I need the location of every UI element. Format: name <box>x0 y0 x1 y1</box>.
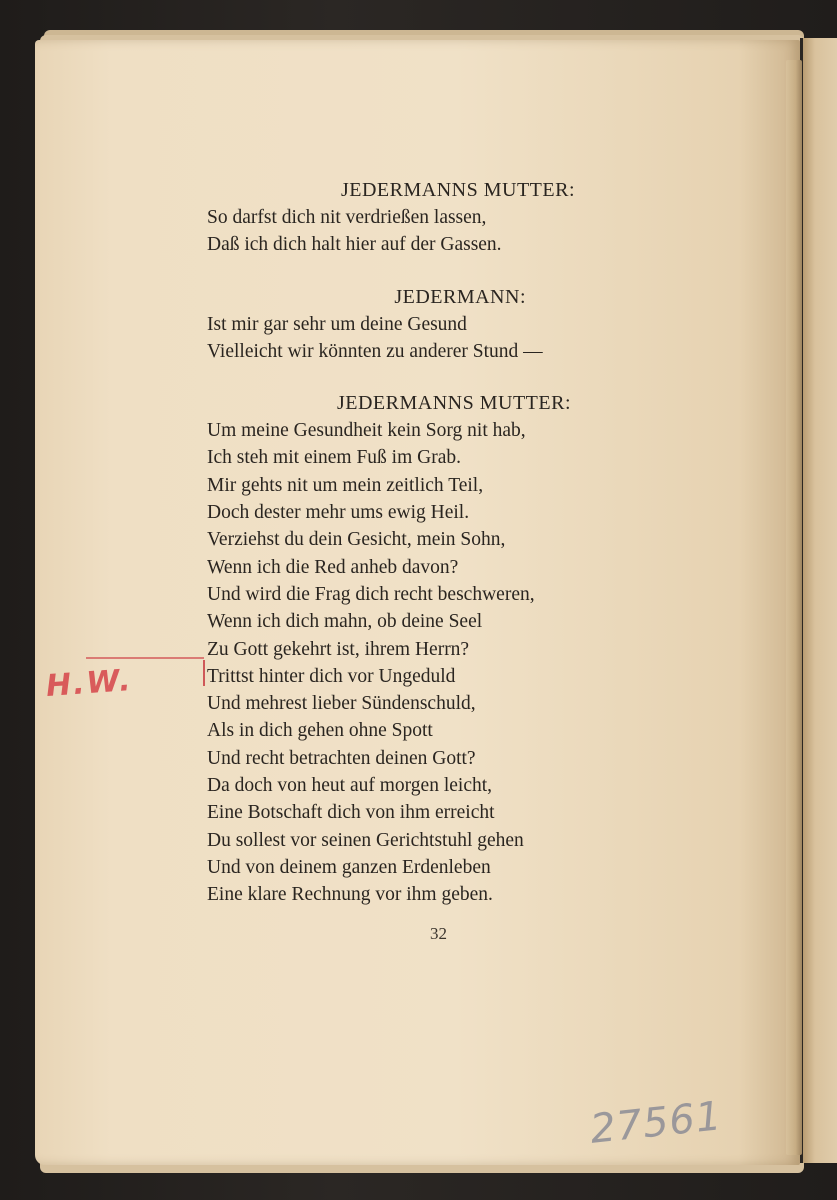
verse-line: Zu Gott gekehrt ist, ihrem Herrn? <box>207 638 470 660</box>
margin-annotation-bar <box>203 660 205 686</box>
verse-line: Und recht betrachten deinen Gott? <box>207 747 476 769</box>
verse-line: Als in dich gehen ohne Spott <box>207 720 433 742</box>
speaker-heading: JEDERMANNS MUTTER: <box>340 179 575 201</box>
verse-line: Du sollest vor seinen Gerichtstuhl gehen <box>207 829 524 851</box>
facing-page-edge <box>800 38 837 1163</box>
verse-line: Ist mir gar sehr um deine Gesund <box>207 313 467 335</box>
page-number: 32 <box>430 924 447 943</box>
verse-line: Eine Botschaft dich von ihm erreicht <box>207 802 495 824</box>
verse-line: Ich steh mit einem Fuß im Grab. <box>207 447 461 469</box>
handwritten-margin-note: H.W. <box>44 663 134 704</box>
verse-line: Eine klare Rechnung vor ihm geben. <box>207 884 493 906</box>
verse-line: Und wird die Frag dich recht beschweren, <box>207 583 535 605</box>
verse-line: Verziehst du dein Gesicht, mein Sohn, <box>207 529 506 551</box>
verse-line: Wenn ich die Red anheb davon? <box>207 556 459 578</box>
verse-line: Wenn ich dich mahn, ob deine Seel <box>207 611 483 633</box>
stanza-gap <box>207 365 637 389</box>
verse-line: Daß ich dich halt hier auf der Gassen. <box>207 234 502 256</box>
verse-line: Um meine Gesundheit kein Sorg nit hab, <box>207 420 526 442</box>
verse-line: Und von deinem ganzen Erdenleben <box>207 856 491 878</box>
verse-line: Vielleicht wir könnten zu anderer Stund — <box>207 340 543 362</box>
handwritten-catalog-number: 27561 <box>587 1093 725 1153</box>
verse-line: Doch dester mehr ums ewig Heil. <box>207 502 470 524</box>
poem-text <box>207 176 637 909</box>
verse-line: Mir gehts nit um mein zeitlich Teil, <box>207 474 484 496</box>
page-gutter-edge <box>786 60 802 1155</box>
verse-line: Und mehrest lieber Sündenschuld, <box>207 693 476 715</box>
margin-annotation-rule <box>86 657 204 659</box>
stanza-gap <box>207 259 637 283</box>
verse-line: Da doch von heut auf morgen leicht, <box>207 775 493 797</box>
verse-line: So darfst dich nit verdrießen lassen, <box>207 207 487 228</box>
speaker-heading: JEDERMANN: <box>394 285 526 308</box>
speaker-heading: JEDERMANNS MUTTER: <box>336 392 571 415</box>
verse-line: Trittst hinter dich vor Ungeduld <box>207 665 456 687</box>
